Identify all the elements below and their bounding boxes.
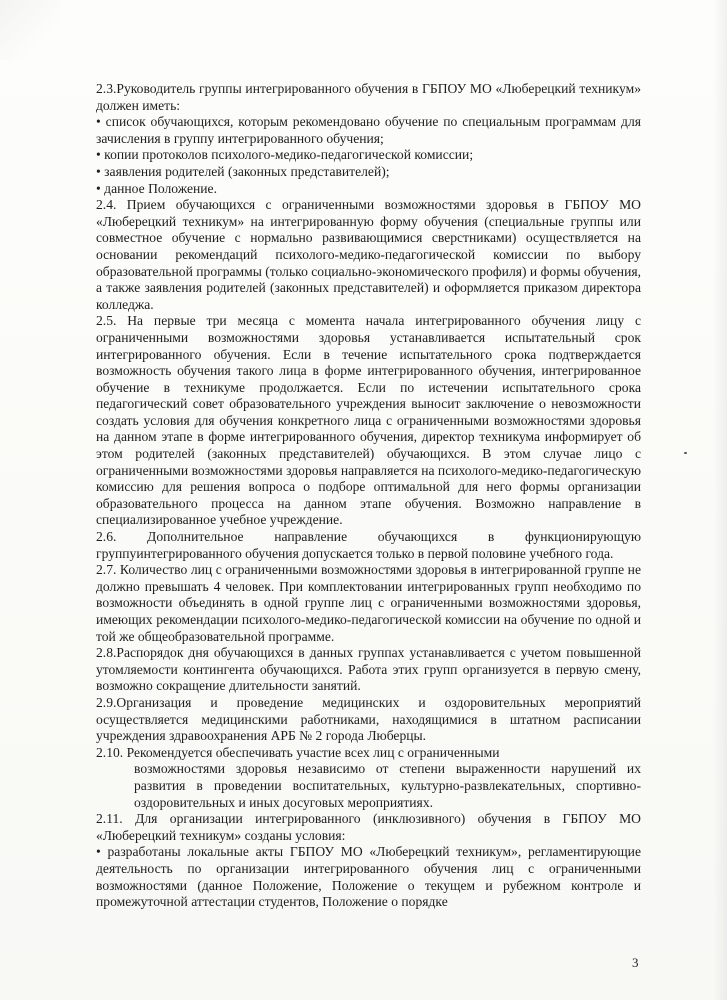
paragraph-2-6: 2.6. Дополнительное направление обучающихся в функционирующую группуинтегрированного обучения допускается только в первой половине учебного года.: [96, 529, 641, 561]
document-body: [96, 81, 641, 911]
paragraph-2-4: 2.4. Прием обучающихся с ограниченными возможностями здоровья в ГБПОУ МО «Люберецкий техникум» на интегрированную форму обучения (специальные группы или совместное обучение с нормально развивающимися сверстниками) осуществляется на основании рекомендаций психолого-медико-педагогической комиссии по выбору образовательной программы (только социально-экономического профиля) и формы обучения, а также заявления родителей (законных представителей) и оформляется приказом директора колледжа.: [96, 197, 641, 312]
paragraph-2-5: 2.5. На первые три месяца с момента начала интегрированного обучения лицу с ограниченными возможностями здоровья устанавливается испытательный срок интегрированного обучения. Если в течение испытательного срока подтверждается возможность обучения такого лица в форме интегрированного обучения, интегрированное обучение в техникуме продолжается. Если по истечении испытательного срока педагогический совет образовательного учреждения выносит заключение о невозможности создать условия для обучения конкретного лица с ограниченными возможностями здоровья на данном этапе в форме интегрированного обучения, директор техникума информирует об этом родителей (законных представителей) обучающихся. В этом случае лицо с ограниченными возможностями здоровья направляется на психолого-медико-педагогическую комиссию для решения вопроса о подборе оптимальной для него формы организации образовательного процесса на данном этапе обучения. Возможно направление в специализированное учебное учреждение.: [96, 313, 641, 528]
scan-edge-shadow: [713, 0, 727, 1000]
bullet-parent-applications: • заявления родителей (законных представителей);: [96, 164, 641, 181]
paragraph-2-8: 2.8.Распорядок дня обучающихся в данных группах устанавливается с учетом повышенной утомляемости контингента обучающихся. Работа этих групп организуется в первую смену, возможно сокращение длительности занятий.: [96, 645, 641, 694]
paragraph-2-10: 2.10. Рекомендуется обеспечивать участие всех лиц с ограниченными: [96, 744, 500, 760]
paragraph-2-11: 2.11. Для организации интегрированного (инклюзивного) обучения в ГБПОУ МО «Люберецкий техникум» созданы условия:: [96, 811, 641, 843]
paragraph-2-9: 2.9.Организация и проведение медицинских и оздоровительных мероприятий осуществляется медицинскими работниками, находящимися в штатном расписании учреждения здравоохранения АРБ № 2 города Люберцы.: [96, 694, 641, 744]
scan-speck: [684, 452, 687, 454]
scan-corner-shadow: [0, 0, 60, 60]
page-number: 3: [632, 955, 639, 970]
bullet-local-acts: • разработаны локальные акты ГБПОУ МО «Люберецкий техникум», регламентирующие деятельность по организации интегрированного обучения лиц с ограниченными возможностями (данное Положение, Положение о текущем и рубежном контроле и промежуточной аттестации студентов, Положение о порядке: [96, 844, 641, 910]
paragraph-2-10-continued: возможностями здоровья независимо от степени выраженности нарушений их развития в проведении воспитательных, культурно-развлекательных, спортивно-оздоровительных и иных досуговых мероприятиях.: [134, 761, 641, 810]
bullet-protocol-copies: • копии протоколов психолого-медико-педагогической комиссии;: [96, 147, 641, 164]
paragraph-2-7: 2.7. Количество лиц с ограниченными возможностями здоровья в интегрированной группе не должно превышать 4 человек. При комплектовании интегрированных групп необходимо по возможности объединять в одной группе лиц с ограниченными возможностями здоровья, имеющих рекомендации психолого-медико-педагогической комиссии на обучение по одной и той же общеобразовательной программе.: [96, 562, 641, 644]
paragraph-2-3: 2.3.Руководитель группы интегрированного обучения в ГБПОУ МО «Люберецкий техникум» должен иметь:: [96, 81, 641, 113]
bullet-student-list: • список обучающихся, которым рекомендовано обучение по специальным программам для зачисления в группу интегрированного обучения;: [96, 114, 641, 147]
bullet-regulation: • данное Положение.: [96, 181, 641, 198]
